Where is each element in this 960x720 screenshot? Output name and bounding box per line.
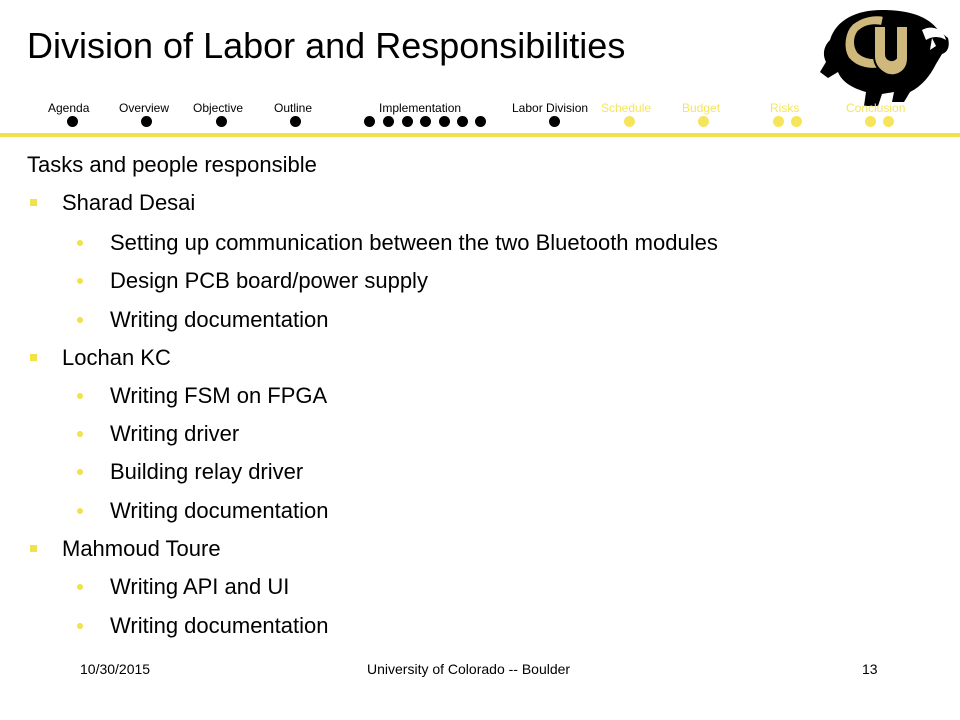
nav-item-implementation[interactable]: Implementation	[379, 101, 462, 115]
slide-title: Division of Labor and Responsibilities	[27, 25, 626, 66]
nav-dot[interactable]	[457, 116, 468, 127]
cu-buffalo-logo	[812, 2, 952, 106]
nav-item-conclusion[interactable]: Conclusion	[846, 101, 906, 115]
person-name: Lochan KC	[62, 345, 171, 370]
nav-dot[interactable]	[67, 116, 78, 127]
nav-dot[interactable]	[402, 116, 413, 127]
task-item: Design PCB board/power supply	[110, 268, 428, 293]
footer-institution: University of Colorado -- Boulder	[367, 661, 571, 677]
nav-item-agenda[interactable]: Agenda	[48, 101, 90, 115]
task-item: Writing documentation	[110, 307, 329, 332]
dot-bullet-icon	[77, 431, 83, 437]
header-divider	[0, 133, 960, 137]
task-item: Writing documentation	[110, 498, 329, 523]
task-item: Building relay driver	[110, 459, 304, 484]
nav-dot[interactable]	[791, 116, 802, 127]
footer-date: 10/30/2015	[80, 661, 151, 677]
nav-dot[interactable]	[865, 116, 876, 127]
nav-dot[interactable]	[698, 116, 709, 127]
dot-bullet-icon	[77, 393, 83, 399]
dot-bullet-icon	[77, 623, 83, 629]
dot-bullet-icon	[77, 508, 83, 514]
nav-dot[interactable]	[290, 116, 301, 127]
nav-dot[interactable]	[439, 116, 450, 127]
square-bullet-icon	[30, 199, 37, 206]
dot-bullet-icon	[77, 278, 83, 284]
task-item: Writing FSM on FPGA	[110, 383, 328, 408]
nav-dot[interactable]	[420, 116, 431, 127]
nav-dot[interactable]	[624, 116, 635, 127]
person-name: Mahmoud Toure	[62, 536, 221, 561]
nav-dot[interactable]	[141, 116, 152, 127]
nav-item-labor-division[interactable]: Labor Division	[512, 101, 589, 115]
task-item: Setting up communication between the two Bluetooth modules	[110, 230, 718, 255]
nav-dot[interactable]	[475, 116, 486, 127]
nav-dot[interactable]	[773, 116, 784, 127]
task-item: Writing API and UI	[110, 574, 290, 599]
dot-bullet-icon	[77, 240, 83, 246]
dot-bullet-icon	[77, 584, 83, 590]
intro-text: Tasks and people responsible	[27, 152, 317, 177]
nav-dot[interactable]	[364, 116, 375, 127]
nav-item-overview[interactable]: Overview	[119, 101, 170, 115]
square-bullet-icon	[30, 354, 37, 361]
nav-dot[interactable]	[883, 116, 894, 127]
dot-bullet-icon	[77, 469, 83, 475]
task-item: Writing driver	[110, 421, 240, 446]
nav-dot[interactable]	[216, 116, 227, 127]
nav-item-risks[interactable]: Risks	[770, 101, 800, 115]
nav-item-schedule[interactable]: Schedule	[601, 101, 652, 115]
nav-item-objective[interactable]: Objective	[193, 101, 244, 115]
nav-dot[interactable]	[383, 116, 394, 127]
nav-dot-current[interactable]	[549, 116, 560, 127]
person-name: Sharad Desai	[62, 190, 196, 215]
page-number: 13	[862, 661, 878, 677]
nav-item-budget[interactable]: Budget	[682, 101, 721, 115]
square-bullet-icon	[30, 545, 37, 552]
task-item: Writing documentation	[110, 613, 329, 638]
dot-bullet-icon	[77, 317, 83, 323]
nav-item-outline[interactable]: Outline	[274, 101, 313, 115]
